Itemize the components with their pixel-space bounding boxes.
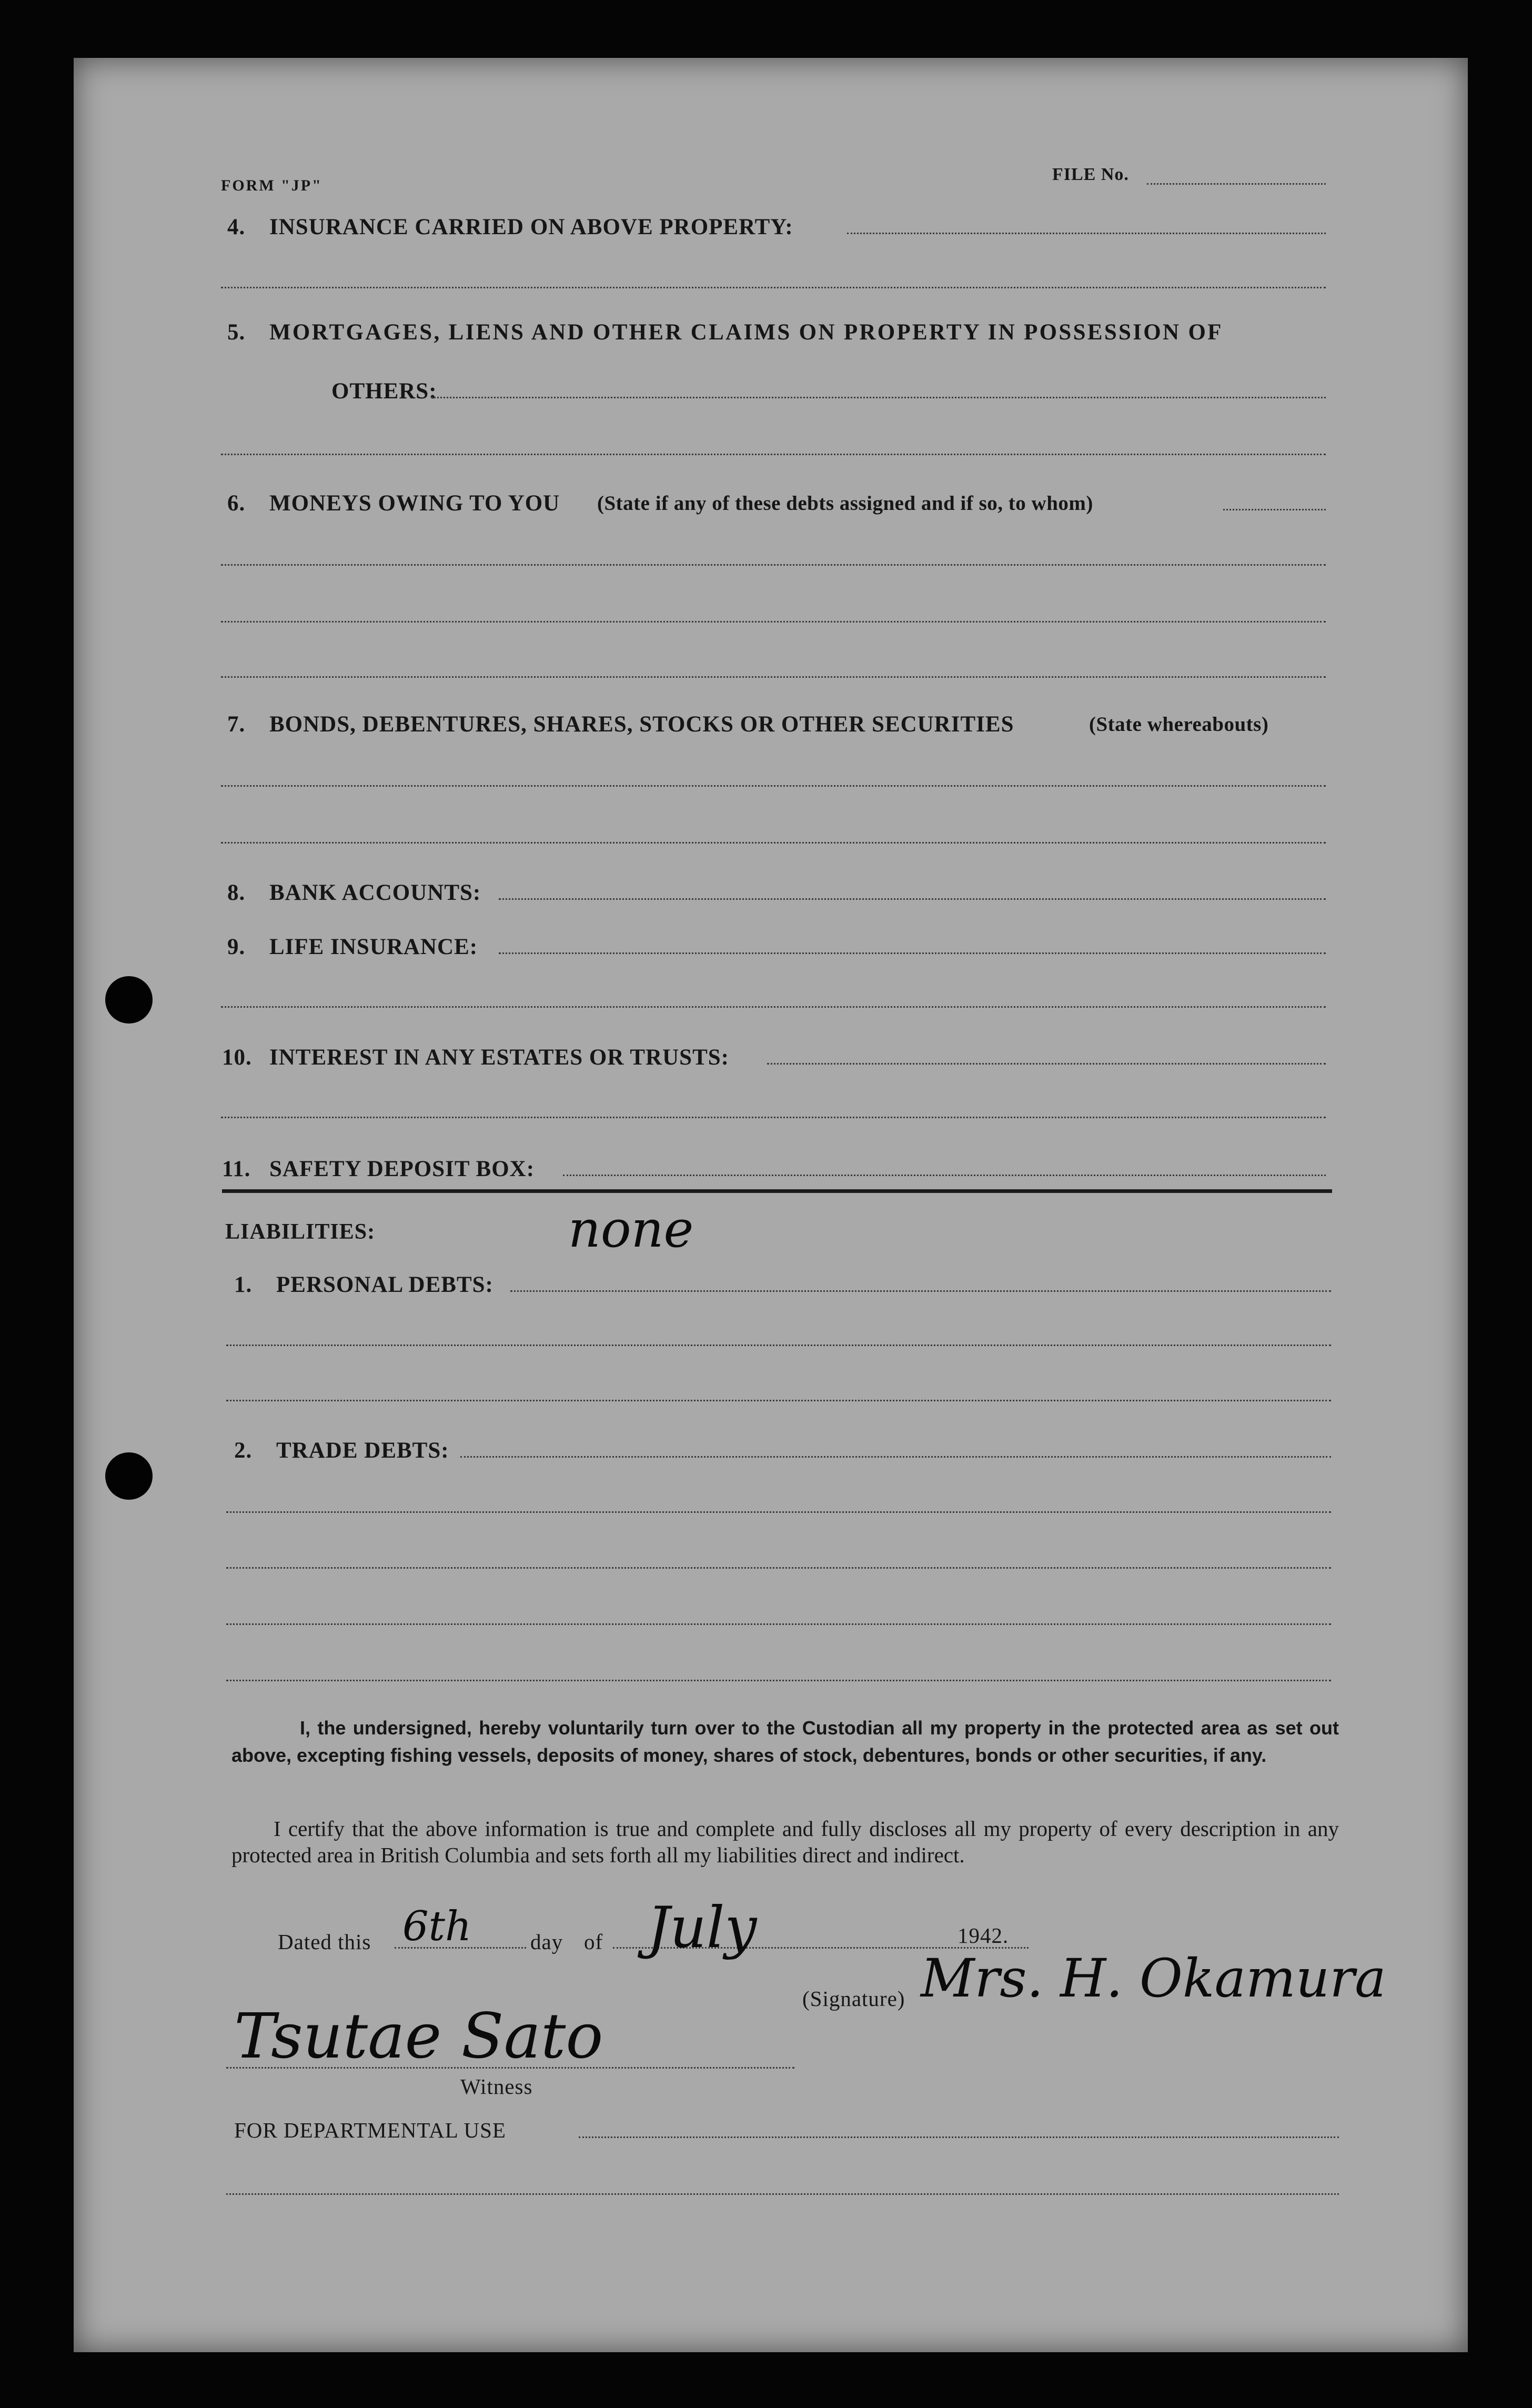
handwritten-none: none [568,1200,694,1259]
liability-1-label: PERSONAL DEBTS: [276,1272,493,1297]
item-5-line-2[interactable] [221,454,1326,455]
departmental-label: FOR DEPARTMENTAL USE [234,2118,506,2142]
witness-signature: Tsutae Sato [234,2000,603,2072]
liability-1-line-1[interactable] [510,1290,1331,1292]
item-5-label-cont: OTHERS: [331,379,437,404]
item-6-line-2[interactable] [221,564,1326,566]
item-7-note: (State whereabouts) [1089,713,1269,736]
dated-prefix: Dated this [278,1930,371,1954]
item-6-line-3[interactable] [221,621,1326,623]
item-9-line-2[interactable] [221,1006,1326,1008]
item-5-label: MORTGAGES, LIENS AND OTHER CLAIMS ON PROPERTY IN POSSESSION OF [269,320,1223,345]
item-7-number: 7. [227,712,246,737]
signature-value: Mrs. H. Okamura [921,1948,1386,2009]
form-label: FORM "JP" [221,177,322,194]
item-4-number: 4. [227,215,246,239]
liability-1-number: 1. [234,1272,253,1297]
punch-hole-bottom [105,1452,153,1500]
witness-line[interactable] [226,2067,794,2069]
dated-month-value: July [647,1895,757,1961]
item-5-number: 5. [227,320,246,345]
departmental-line-1[interactable] [579,2136,1339,2138]
item-11-number: 11. [222,1157,251,1181]
dated-day-value: 6th [402,1903,472,1950]
item-7-line-1[interactable] [221,785,1326,787]
liability-2-number: 2. [234,1438,253,1463]
dated-day-label: day [530,1930,563,1954]
item-6-number: 6. [227,491,246,516]
item-9-number: 9. [227,935,246,959]
item-6-line-4[interactable] [221,676,1326,678]
item-8-line[interactable] [499,898,1326,900]
liability-2-line-3[interactable] [226,1567,1331,1569]
form-sheet [74,58,1468,2352]
dated-year: 1942. [958,1923,1009,1948]
item-7-line-2[interactable] [221,842,1326,844]
liability-2-line-4[interactable] [226,1623,1331,1625]
item-10-label: INTEREST IN ANY ESTATES OR TRUSTS: [269,1045,729,1070]
item-6-label: MONEYS OWING TO YOU [269,491,560,516]
item-4-line-2[interactable] [221,287,1326,288]
item-10-line-2[interactable] [221,1117,1326,1118]
declaration-bold: I, the undersigned, hereby voluntarily turn over to the Custodian all my property in the protected area as set out above, excepting fishing vessels, deposits of money, shares of stock, debentures, bonds or other securities, if any. [231,1717,1339,1766]
liabilities-heading: LIABILITIES: [225,1220,376,1244]
item-9-line-1[interactable] [499,952,1326,954]
liability-1-line-2[interactable] [226,1345,1331,1346]
file-no-line [1147,183,1326,185]
section-divider [222,1189,1332,1193]
item-4-line-1[interactable] [847,233,1326,234]
departmental-line-2[interactable] [226,2193,1339,2195]
witness-label: Witness [460,2074,533,2099]
liability-1-line-3[interactable] [226,1400,1331,1401]
file-no-label: FILE No. [1052,165,1129,184]
declaration-certify: I certify that the above information is true and complete and fully discloses all my property of every description in any protected area in British Columbia and sets forth all my liabilities direct and indirect. [231,1817,1339,1867]
item-10-line-1[interactable] [767,1063,1326,1065]
liability-2-label: TRADE DEBTS: [276,1438,449,1463]
dated-of-label: of [584,1930,603,1954]
item-11-label: SAFETY DEPOSIT BOX: [269,1157,535,1181]
item-5-line-1[interactable] [431,397,1326,398]
item-6-note: (State if any of these debts assigned and if so, to whom) [597,492,1093,515]
liability-2-line-1[interactable] [460,1456,1331,1458]
item-7-label: BONDS, DEBENTURES, SHARES, STOCKS OR OTHER SECURITIES [269,712,1014,737]
item-6-line-1[interactable] [1223,509,1326,510]
liability-2-line-2[interactable] [226,1511,1331,1513]
signature-label: (Signature) [802,1986,905,2011]
liability-2-line-5[interactable] [226,1680,1331,1681]
item-11-line[interactable] [563,1175,1326,1176]
item-8-number: 8. [227,880,246,905]
item-9-label: LIFE INSURANCE: [269,935,478,959]
item-10-number: 10. [222,1045,252,1070]
item-8-label: BANK ACCOUNTS: [269,880,481,905]
item-4-label: INSURANCE CARRIED ON ABOVE PROPERTY: [269,215,793,239]
punch-hole-top [105,976,153,1024]
